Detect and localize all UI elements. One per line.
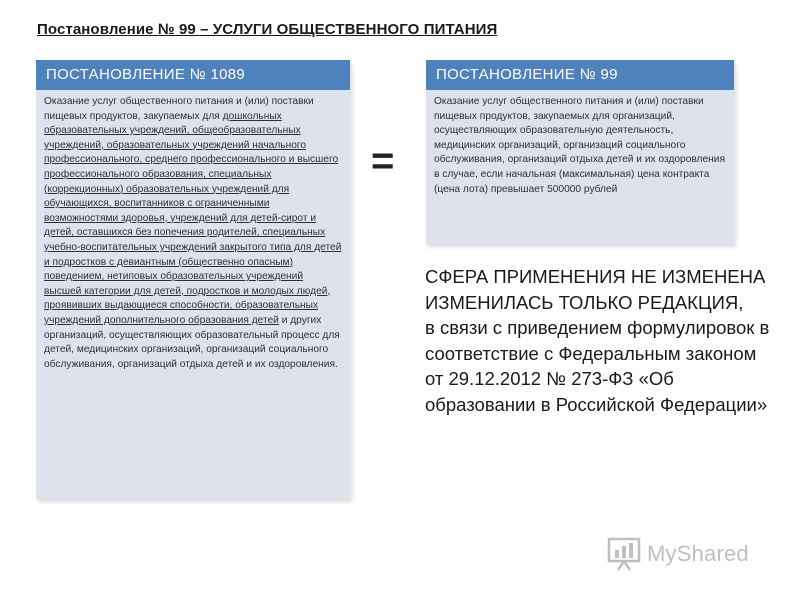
conclusion-line-scope: СФЕРА ПРИМЕНЕНИЯ НЕ ИЗМЕНЕНА	[425, 266, 766, 287]
conclusion-line-reason: в связи с приведением формулировок в соответствие с Федеральным законом от 29.12.2012 № 273-ФЗ «Об образовании в Российской Федерации»	[425, 317, 770, 415]
resolution-99-header: ПОСТАНОВЛЕНИЕ № 99	[426, 60, 734, 90]
resolution-1089-body	[36, 90, 350, 380]
resolution-1089-card	[36, 60, 350, 499]
resolution-1089-body-underlined: дошкольных образовательных учреждений, общеобразовательных учреждений, образовательных учреждений начального профессионального, среднего профессионального и высшего профессионального образования, специальных (коррекционных) образовательных учреждений для обучающихся, воспитанников с ограниченными возможностями здоровья, учреждений для детей-сирот и детей, оставшихся без попечения родителей, специальных учебно-воспитательных учреждений закрытого типа для детей и подростков с девиантным (общественно опасным) поведением, нетиповых образовательных учреждений высшей категории для детей, подростков и молодых людей, проявивших выдающиеся способности, образовательных учреждений дополнительного образования детей	[44, 110, 342, 326]
watermark	[606, 534, 749, 574]
watermark-text: MyShared	[647, 541, 749, 566]
resolution-1089-header: ПОСТАНОВЛЕНИЕ № 1089	[36, 60, 350, 90]
resolution-99-body: Оказание услуг общественного питания и (или) поставки пищевых продуктов, закупаемых для организаций, осуществляющих образовательную деятельность, медицинских организаций, организаций социального обслуживания, организаций отдыха детей и их оздоровления в случае, если начальная (максимальная) цена контракта (цена лота) превышает 500000 рублей	[434, 96, 726, 195]
conclusion-line-edition: ИЗМЕНИЛАСЬ ТОЛЬКО РЕДАКЦИЯ,	[425, 291, 744, 313]
resolution-99-card	[426, 60, 734, 244]
presentation-chart-icon	[606, 536, 642, 572]
resolution-1089-body-intro: Оказание услуг общественного питания и (или) поставки пищевых продуктов, закупаемых для	[44, 96, 314, 122]
resolution-1089-body-outro: и других организаций, осуществляющих образовательный процесс для детей, медицинских организаций, организаций социального обслуживания, организаций отдыха детей и их оздоровления.	[44, 314, 340, 370]
equals-sign: =	[371, 139, 395, 183]
conclusion-note	[425, 264, 770, 418]
page-title: Постановление № 99 – УСЛУГИ ОБЩЕСТВЕННОГО ПИТАНИЯ	[37, 21, 498, 38]
